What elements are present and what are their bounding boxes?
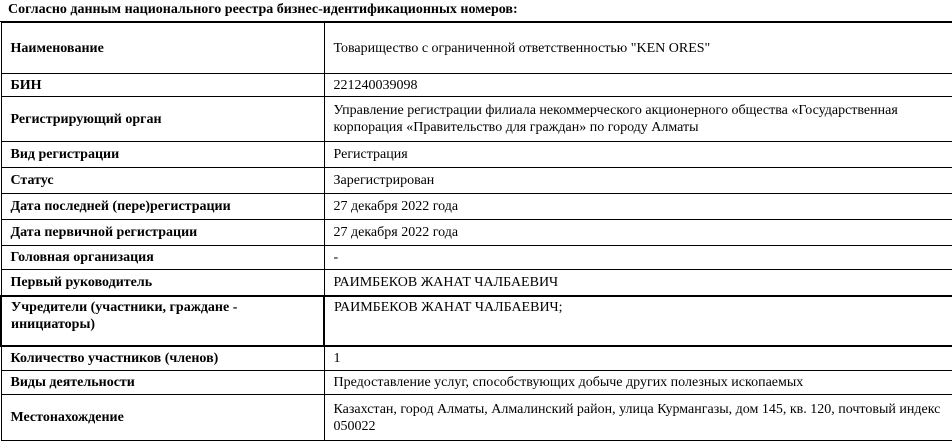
- table-row-head-organization: [1, 246, 952, 270]
- row-value: 27 декабря 2022 года: [324, 194, 952, 220]
- row-value: Зарегистрирован: [324, 168, 952, 194]
- page-heading: Согласно данным национального реестра бизнес-идентификационных номеров:: [0, 0, 952, 22]
- row-label: Вид регистрации: [1, 142, 324, 168]
- row-label: БИН: [1, 74, 324, 97]
- table-row-participants-count: [1, 346, 952, 371]
- table-row-last-registration-date: [1, 194, 952, 220]
- row-value: 1: [324, 346, 952, 371]
- row-value: Предоставление услуг, способствующих добыче других полезных ископаемых: [324, 371, 952, 395]
- row-label: Наименование: [1, 23, 324, 74]
- row-value: Казахстан, город Алматы, Алмалинский район, улица Курмангазы, дом 145, кв. 120, почтовый индекс 050022: [324, 395, 952, 441]
- table-row-registration-type: [1, 142, 952, 168]
- table-row-status: [1, 168, 952, 194]
- row-value: Управление регистрации филиала некоммерческого акционерного общества «Государственная корпорация «Правительство для граждан» по городу Алматы: [324, 97, 952, 142]
- table-row-registering-authority: [1, 97, 952, 142]
- row-label: Дата первичной регистрации: [1, 220, 324, 246]
- row-label: Количество участников (членов): [1, 346, 324, 371]
- row-value: РАИМБЕКОВ ЖАНАТ ЧАЛБАЕВИЧ;: [324, 296, 952, 346]
- row-label: Первый руководитель: [1, 270, 324, 296]
- row-label: Местонахождение: [1, 395, 324, 441]
- table-row-name: [1, 23, 952, 74]
- table-row-location: [1, 395, 952, 441]
- row-value: Товарищество с ограниченной ответственностью "KEN ORES": [324, 23, 952, 74]
- table-row-first-manager: [1, 270, 952, 296]
- table-row-first-registration-date: [1, 220, 952, 246]
- row-value: РАИМБЕКОВ ЖАНАТ ЧАЛБАЕВИЧ: [324, 270, 952, 296]
- row-label: Виды деятельности: [1, 371, 324, 395]
- table-row-activities: [1, 371, 952, 395]
- row-value: 221240039098: [324, 74, 952, 97]
- row-value: 27 декабря 2022 года: [324, 220, 952, 246]
- registry-table: [0, 22, 952, 441]
- row-label: Дата последней (пере)регистрации: [1, 194, 324, 220]
- table-row-founders: [1, 296, 952, 346]
- row-label: Учредители (участники, граждане - инициаторы): [1, 296, 324, 346]
- row-label: Регистрирующий орган: [1, 97, 324, 142]
- row-value: -: [324, 246, 952, 270]
- row-value: Регистрация: [324, 142, 952, 168]
- table-row-bin: [1, 74, 952, 97]
- row-label: Статус: [1, 168, 324, 194]
- row-label: Головная организация: [1, 246, 324, 270]
